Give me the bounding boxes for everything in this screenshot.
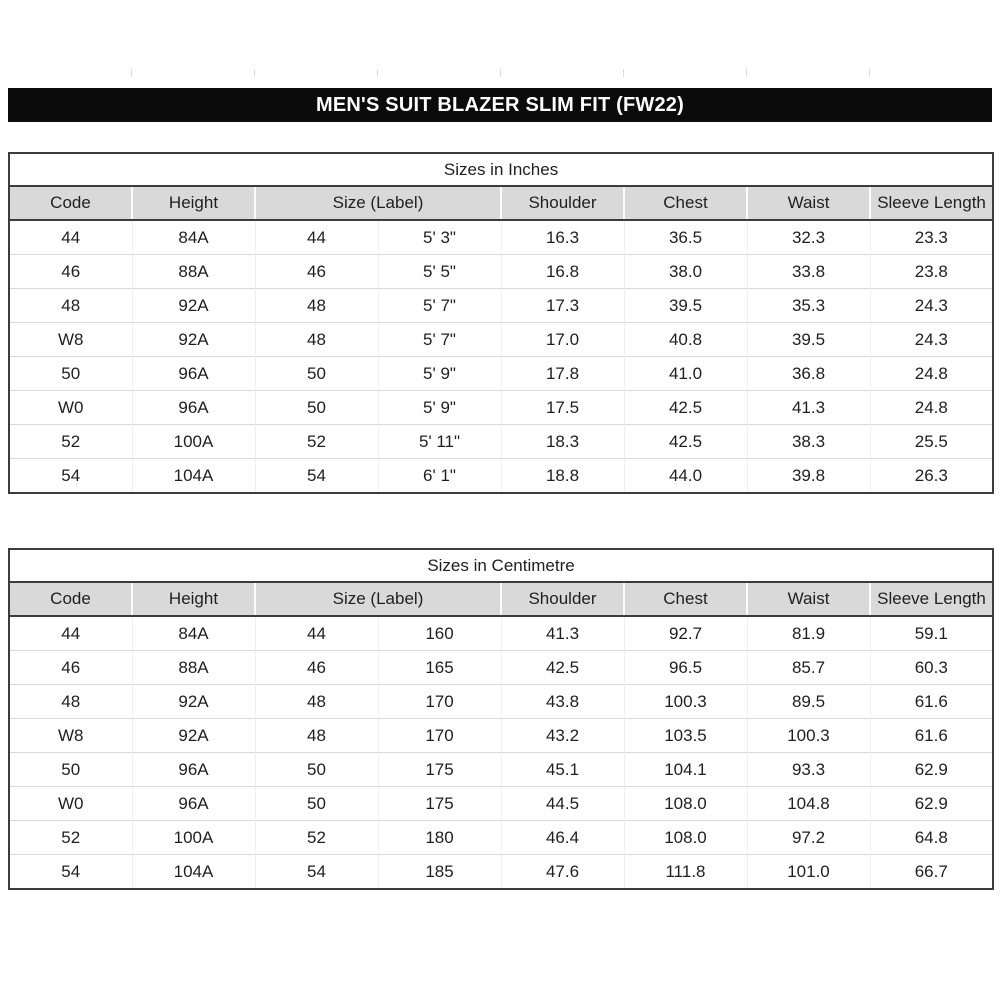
table-cell: 170 <box>378 685 501 719</box>
table-cell: 62.9 <box>870 753 993 787</box>
table-row <box>9 616 993 651</box>
table-cell: 39.5 <box>747 323 870 357</box>
table-cell: 96A <box>132 357 255 391</box>
table-cell: 5' 7" <box>378 289 501 323</box>
sizes-in-inches-table <box>8 152 994 494</box>
table-cell: 92A <box>132 719 255 753</box>
table-cell: 92A <box>132 289 255 323</box>
table-cell: 43.8 <box>501 685 624 719</box>
table-cell: 50 <box>9 753 132 787</box>
table-cell: 17.3 <box>501 289 624 323</box>
table-cell: 175 <box>378 787 501 821</box>
table-cell: 111.8 <box>624 855 747 890</box>
table-cell: 48 <box>255 323 378 357</box>
table-cell: 24.8 <box>870 391 993 425</box>
table-cell: 38.3 <box>747 425 870 459</box>
table-cell: 50 <box>255 787 378 821</box>
table-cell: 185 <box>378 855 501 890</box>
table-cell: 18.3 <box>501 425 624 459</box>
table-cell: 92.7 <box>624 616 747 651</box>
table-cell: 36.8 <box>747 357 870 391</box>
table-cell: 54 <box>9 459 132 494</box>
table-cell: 44.0 <box>624 459 747 494</box>
table-cell: 46 <box>255 651 378 685</box>
table-row <box>9 220 993 255</box>
table-cell: 44.5 <box>501 787 624 821</box>
table-cell: W0 <box>9 787 132 821</box>
table-cell: 42.5 <box>501 651 624 685</box>
table-cell: 54 <box>255 459 378 494</box>
table-cell: 62.9 <box>870 787 993 821</box>
table-row <box>9 425 993 459</box>
table-cell: 24.8 <box>870 357 993 391</box>
table-cell: 50 <box>255 753 378 787</box>
table-cell: 46 <box>9 651 132 685</box>
table-cell: 46 <box>9 255 132 289</box>
table-cell: 5' 9" <box>378 357 501 391</box>
table-cell: 48 <box>9 289 132 323</box>
sizes-in-centimetre-table <box>8 548 994 890</box>
table-cell: 39.5 <box>624 289 747 323</box>
table-cell: 48 <box>255 685 378 719</box>
table-cell: 96.5 <box>624 651 747 685</box>
table-cell: W8 <box>9 719 132 753</box>
table-cell: 61.6 <box>870 685 993 719</box>
table-cell: 36.5 <box>624 220 747 255</box>
table-cell: 33.8 <box>747 255 870 289</box>
table-cell: 160 <box>378 616 501 651</box>
table-cell: 170 <box>378 719 501 753</box>
table-cell: 89.5 <box>747 685 870 719</box>
table-cell: 17.5 <box>501 391 624 425</box>
table-cell: W8 <box>9 323 132 357</box>
table-cell: 100A <box>132 425 255 459</box>
table-cell: 104.1 <box>624 753 747 787</box>
table-cell: 48 <box>255 719 378 753</box>
table-cell: 108.0 <box>624 821 747 855</box>
column-header: Size (Label) <box>255 582 501 616</box>
column-header: Sleeve Length <box>870 186 993 220</box>
table-cell: 43.2 <box>501 719 624 753</box>
table-cell: 180 <box>378 821 501 855</box>
table-row <box>9 719 993 753</box>
table-row <box>9 255 993 289</box>
table-cell: 44 <box>9 220 132 255</box>
table-title-row <box>9 153 993 186</box>
table-cell: 32.3 <box>747 220 870 255</box>
table-cell: 96A <box>132 391 255 425</box>
column-header: Chest <box>624 186 747 220</box>
table-cell: 41.3 <box>501 616 624 651</box>
table-cell: 50 <box>255 357 378 391</box>
table-cell: 50 <box>9 357 132 391</box>
table-cell: 18.8 <box>501 459 624 494</box>
table-cell: 93.3 <box>747 753 870 787</box>
spreadsheet-gridline-stubs <box>0 69 1000 77</box>
table-cell: 38.0 <box>624 255 747 289</box>
title-banner <box>8 88 992 122</box>
table-row <box>9 391 993 425</box>
table-cell: 42.5 <box>624 425 747 459</box>
table-cell: 40.8 <box>624 323 747 357</box>
table-cell: 84A <box>132 616 255 651</box>
table-cell: 96A <box>132 787 255 821</box>
table-cell: 100.3 <box>747 719 870 753</box>
table-cell: 104.8 <box>747 787 870 821</box>
table-cell: 44 <box>255 616 378 651</box>
table-cell: 100.3 <box>624 685 747 719</box>
table-title-row <box>9 549 993 582</box>
table-cell: 88A <box>132 255 255 289</box>
table-cell: 81.9 <box>747 616 870 651</box>
table-cell: 100A <box>132 821 255 855</box>
table-cell: 48 <box>9 685 132 719</box>
table-cell: 85.7 <box>747 651 870 685</box>
table-cell: 35.3 <box>747 289 870 323</box>
table-cell: 88A <box>132 651 255 685</box>
column-header: Height <box>132 582 255 616</box>
table-cell: 6' 1" <box>378 459 501 494</box>
table-cell: 52 <box>255 425 378 459</box>
table-cell: 5' 3" <box>378 220 501 255</box>
table-cell: 84A <box>132 220 255 255</box>
column-header: Height <box>132 186 255 220</box>
table-title: Sizes in Centimetre <box>9 549 993 582</box>
table-cell: 92A <box>132 685 255 719</box>
column-header: Code <box>9 186 132 220</box>
column-header: Chest <box>624 582 747 616</box>
table-cell: 54 <box>255 855 378 890</box>
table-row <box>9 357 993 391</box>
table-cell: 5' 5" <box>378 255 501 289</box>
table-cell: 64.8 <box>870 821 993 855</box>
table-row <box>9 787 993 821</box>
table-cell: 52 <box>255 821 378 855</box>
column-header: Shoulder <box>501 582 624 616</box>
table-cell: 23.3 <box>870 220 993 255</box>
column-header: Size (Label) <box>255 186 501 220</box>
table-cell: 46.4 <box>501 821 624 855</box>
table-cell: 165 <box>378 651 501 685</box>
column-header: Waist <box>747 186 870 220</box>
table-cell: 17.0 <box>501 323 624 357</box>
table-cell: 66.7 <box>870 855 993 890</box>
table-cell: 16.3 <box>501 220 624 255</box>
table-row <box>9 289 993 323</box>
table-cell: 47.6 <box>501 855 624 890</box>
table-cell: 5' 9" <box>378 391 501 425</box>
table-cell: 54 <box>9 855 132 890</box>
table-cell: 39.8 <box>747 459 870 494</box>
table-cell: 52 <box>9 821 132 855</box>
column-header: Sleeve Length <box>870 582 993 616</box>
page-title: MEN'S SUIT BLAZER SLIM FIT (FW22) <box>315 93 684 116</box>
table-row <box>9 651 993 685</box>
table-cell: 44 <box>255 220 378 255</box>
table-cell: 42.5 <box>624 391 747 425</box>
table-row <box>9 459 993 494</box>
column-header: Code <box>9 582 132 616</box>
table-cell: 44 <box>9 616 132 651</box>
table-row <box>9 855 993 890</box>
table-cell: 101.0 <box>747 855 870 890</box>
table-cell: W0 <box>9 391 132 425</box>
table-header-row <box>9 186 993 220</box>
table-row <box>9 753 993 787</box>
table-row <box>9 821 993 855</box>
table-cell: 5' 7" <box>378 323 501 357</box>
table-cell: 48 <box>255 289 378 323</box>
table-cell: 108.0 <box>624 787 747 821</box>
table-cell: 59.1 <box>870 616 993 651</box>
table-row <box>9 323 993 357</box>
column-header: Waist <box>747 582 870 616</box>
column-header: Shoulder <box>501 186 624 220</box>
table-cell: 52 <box>9 425 132 459</box>
table-cell: 175 <box>378 753 501 787</box>
table-cell: 45.1 <box>501 753 624 787</box>
table-cell: 50 <box>255 391 378 425</box>
table-cell: 92A <box>132 323 255 357</box>
table-row <box>9 685 993 719</box>
table-cell: 60.3 <box>870 651 993 685</box>
table-cell: 104A <box>132 459 255 494</box>
table-cell: 46 <box>255 255 378 289</box>
table-cell: 41.3 <box>747 391 870 425</box>
table-cell: 23.8 <box>870 255 993 289</box>
table-cell: 96A <box>132 753 255 787</box>
table-cell: 17.8 <box>501 357 624 391</box>
table-cell: 26.3 <box>870 459 993 494</box>
table-cell: 5' 11" <box>378 425 501 459</box>
table-cell: 61.6 <box>870 719 993 753</box>
table-title: Sizes in Inches <box>9 153 993 186</box>
table-cell: 24.3 <box>870 323 993 357</box>
table-cell: 97.2 <box>747 821 870 855</box>
table-header-row <box>9 582 993 616</box>
table-cell: 103.5 <box>624 719 747 753</box>
table-cell: 41.0 <box>624 357 747 391</box>
table-cell: 16.8 <box>501 255 624 289</box>
table-cell: 104A <box>132 855 255 890</box>
table-cell: 25.5 <box>870 425 993 459</box>
table-cell: 24.3 <box>870 289 993 323</box>
